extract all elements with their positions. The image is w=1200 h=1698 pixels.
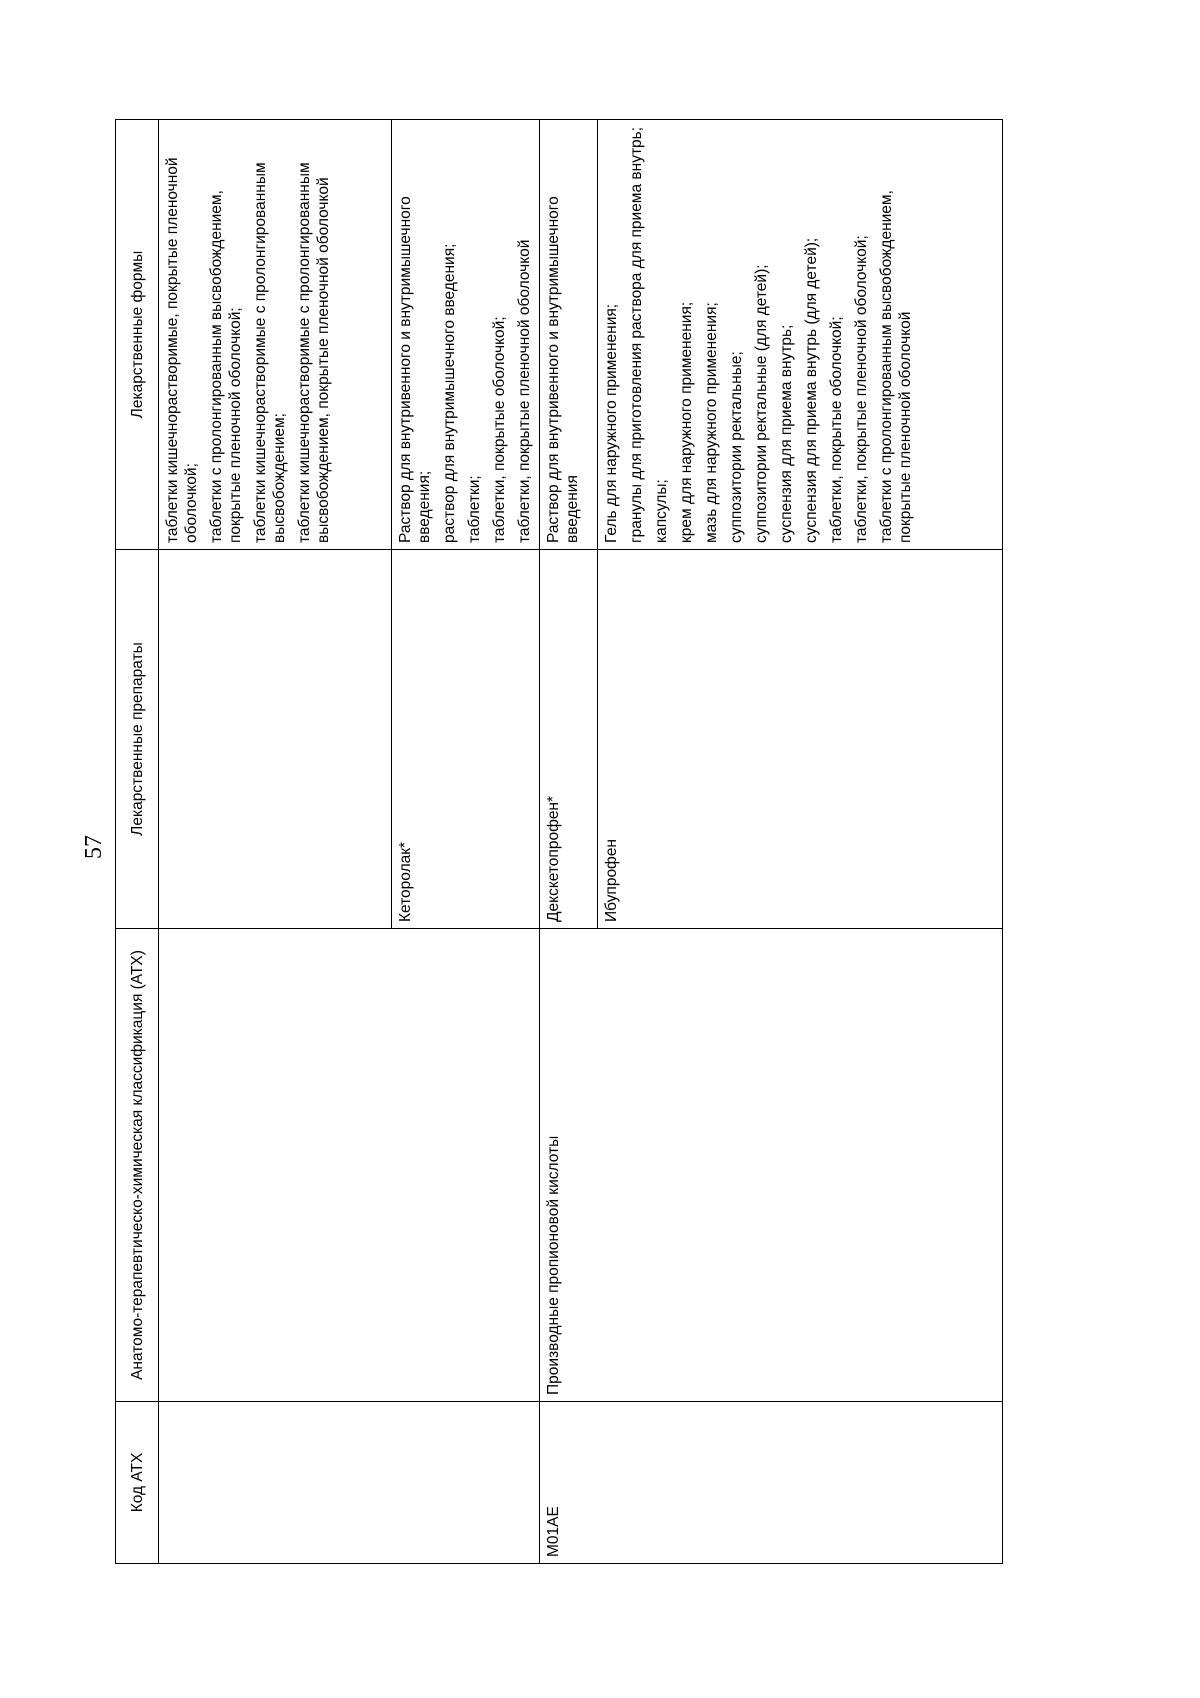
rotated-table-container bbox=[115, 120, 995, 1564]
dosage-form-item: таблетки, покрытые пленочной оболочкой bbox=[516, 239, 533, 543]
dosage-form-item: таблетки кишечнорастворимые с пролонгированным высвобождением, покрытые пленочной оболочкой bbox=[296, 162, 332, 543]
dosage-form-item: гранулы для приготовления раствора для приема внутрь; bbox=[628, 126, 645, 543]
page-number: 57 bbox=[81, 835, 107, 859]
header-atc-code: Код АТХ bbox=[116, 1402, 159, 1564]
dosage-form-item: суспензия для приема внутрь; bbox=[778, 324, 795, 543]
cell-atc-classification bbox=[159, 929, 540, 1402]
cell-drug-name: Декскетопрофен* bbox=[540, 550, 598, 929]
dosage-form-item: Гель для наружного применения; bbox=[603, 303, 620, 543]
dosage-form-item: таблетки, покрытые оболочкой; bbox=[828, 316, 845, 543]
header-dosage-forms: Лекарственные формы bbox=[116, 120, 159, 550]
table-row bbox=[159, 120, 392, 1564]
table-row bbox=[540, 120, 598, 1564]
dosage-form-item: таблетки с пролонгированным высвобождением, покрытые пленочной оболочкой bbox=[878, 190, 914, 543]
dosage-form-item: таблетки с пролонгированным высвобождением, покрытые пленочной оболочкой; bbox=[208, 190, 244, 543]
table-header-row bbox=[116, 120, 159, 1564]
drug-table bbox=[115, 119, 1003, 1564]
dosage-form-item: таблетки кишечнорастворимые, покрытые пленочной оболочкой; bbox=[164, 157, 200, 543]
cell-dosage-forms bbox=[540, 120, 598, 550]
cell-atc-code bbox=[159, 1402, 540, 1564]
dosage-form-item: капсулы; bbox=[653, 479, 670, 543]
header-atc-classification: Анатомо-терапевтическо-химическая классификация (АТХ) bbox=[116, 929, 159, 1402]
dosage-form-item: суспензия для приема внутрь (для детей); bbox=[803, 237, 820, 543]
dosage-form-item: суппозитории ректальные; bbox=[728, 351, 745, 543]
dosage-form-item: крем для наружного применения; bbox=[678, 301, 695, 543]
dosage-form-item: таблетки; bbox=[466, 475, 483, 543]
dosage-form-item: таблетки, покрытые пленочной оболочкой; bbox=[853, 235, 870, 543]
cell-drug-name: Кеторолак* bbox=[392, 550, 540, 929]
cell-dosage-forms bbox=[159, 120, 392, 550]
cell-drug-name bbox=[159, 550, 392, 929]
cell-drug-name: Ибупрофен bbox=[598, 550, 1003, 929]
dosage-form-item: Раствор для внутривенного и внутримышечного введения bbox=[545, 196, 581, 543]
cell-dosage-forms bbox=[598, 120, 1003, 550]
dosage-form-item: мазь для наружного применения; bbox=[703, 302, 720, 543]
cell-atc-classification: Производные пропионовой кислоты bbox=[540, 929, 1003, 1402]
dosage-form-item: суппозитории ректальные (для детей); bbox=[753, 264, 770, 543]
dosage-form-item: Раствор для внутривенного и внутримышечного введения; bbox=[397, 196, 433, 543]
cell-dosage-forms bbox=[392, 120, 540, 550]
dosage-form-item: раствор для внутримышечного введения; bbox=[441, 243, 458, 543]
header-drugs: Лекарственные препараты bbox=[116, 550, 159, 929]
cell-atc-code: M01AE bbox=[540, 1402, 1003, 1564]
dosage-form-item: таблетки, покрытые оболочкой; bbox=[491, 316, 508, 543]
dosage-form-item: таблетки кишечнорастворимые с пролонгированным высвобождением; bbox=[252, 162, 288, 543]
